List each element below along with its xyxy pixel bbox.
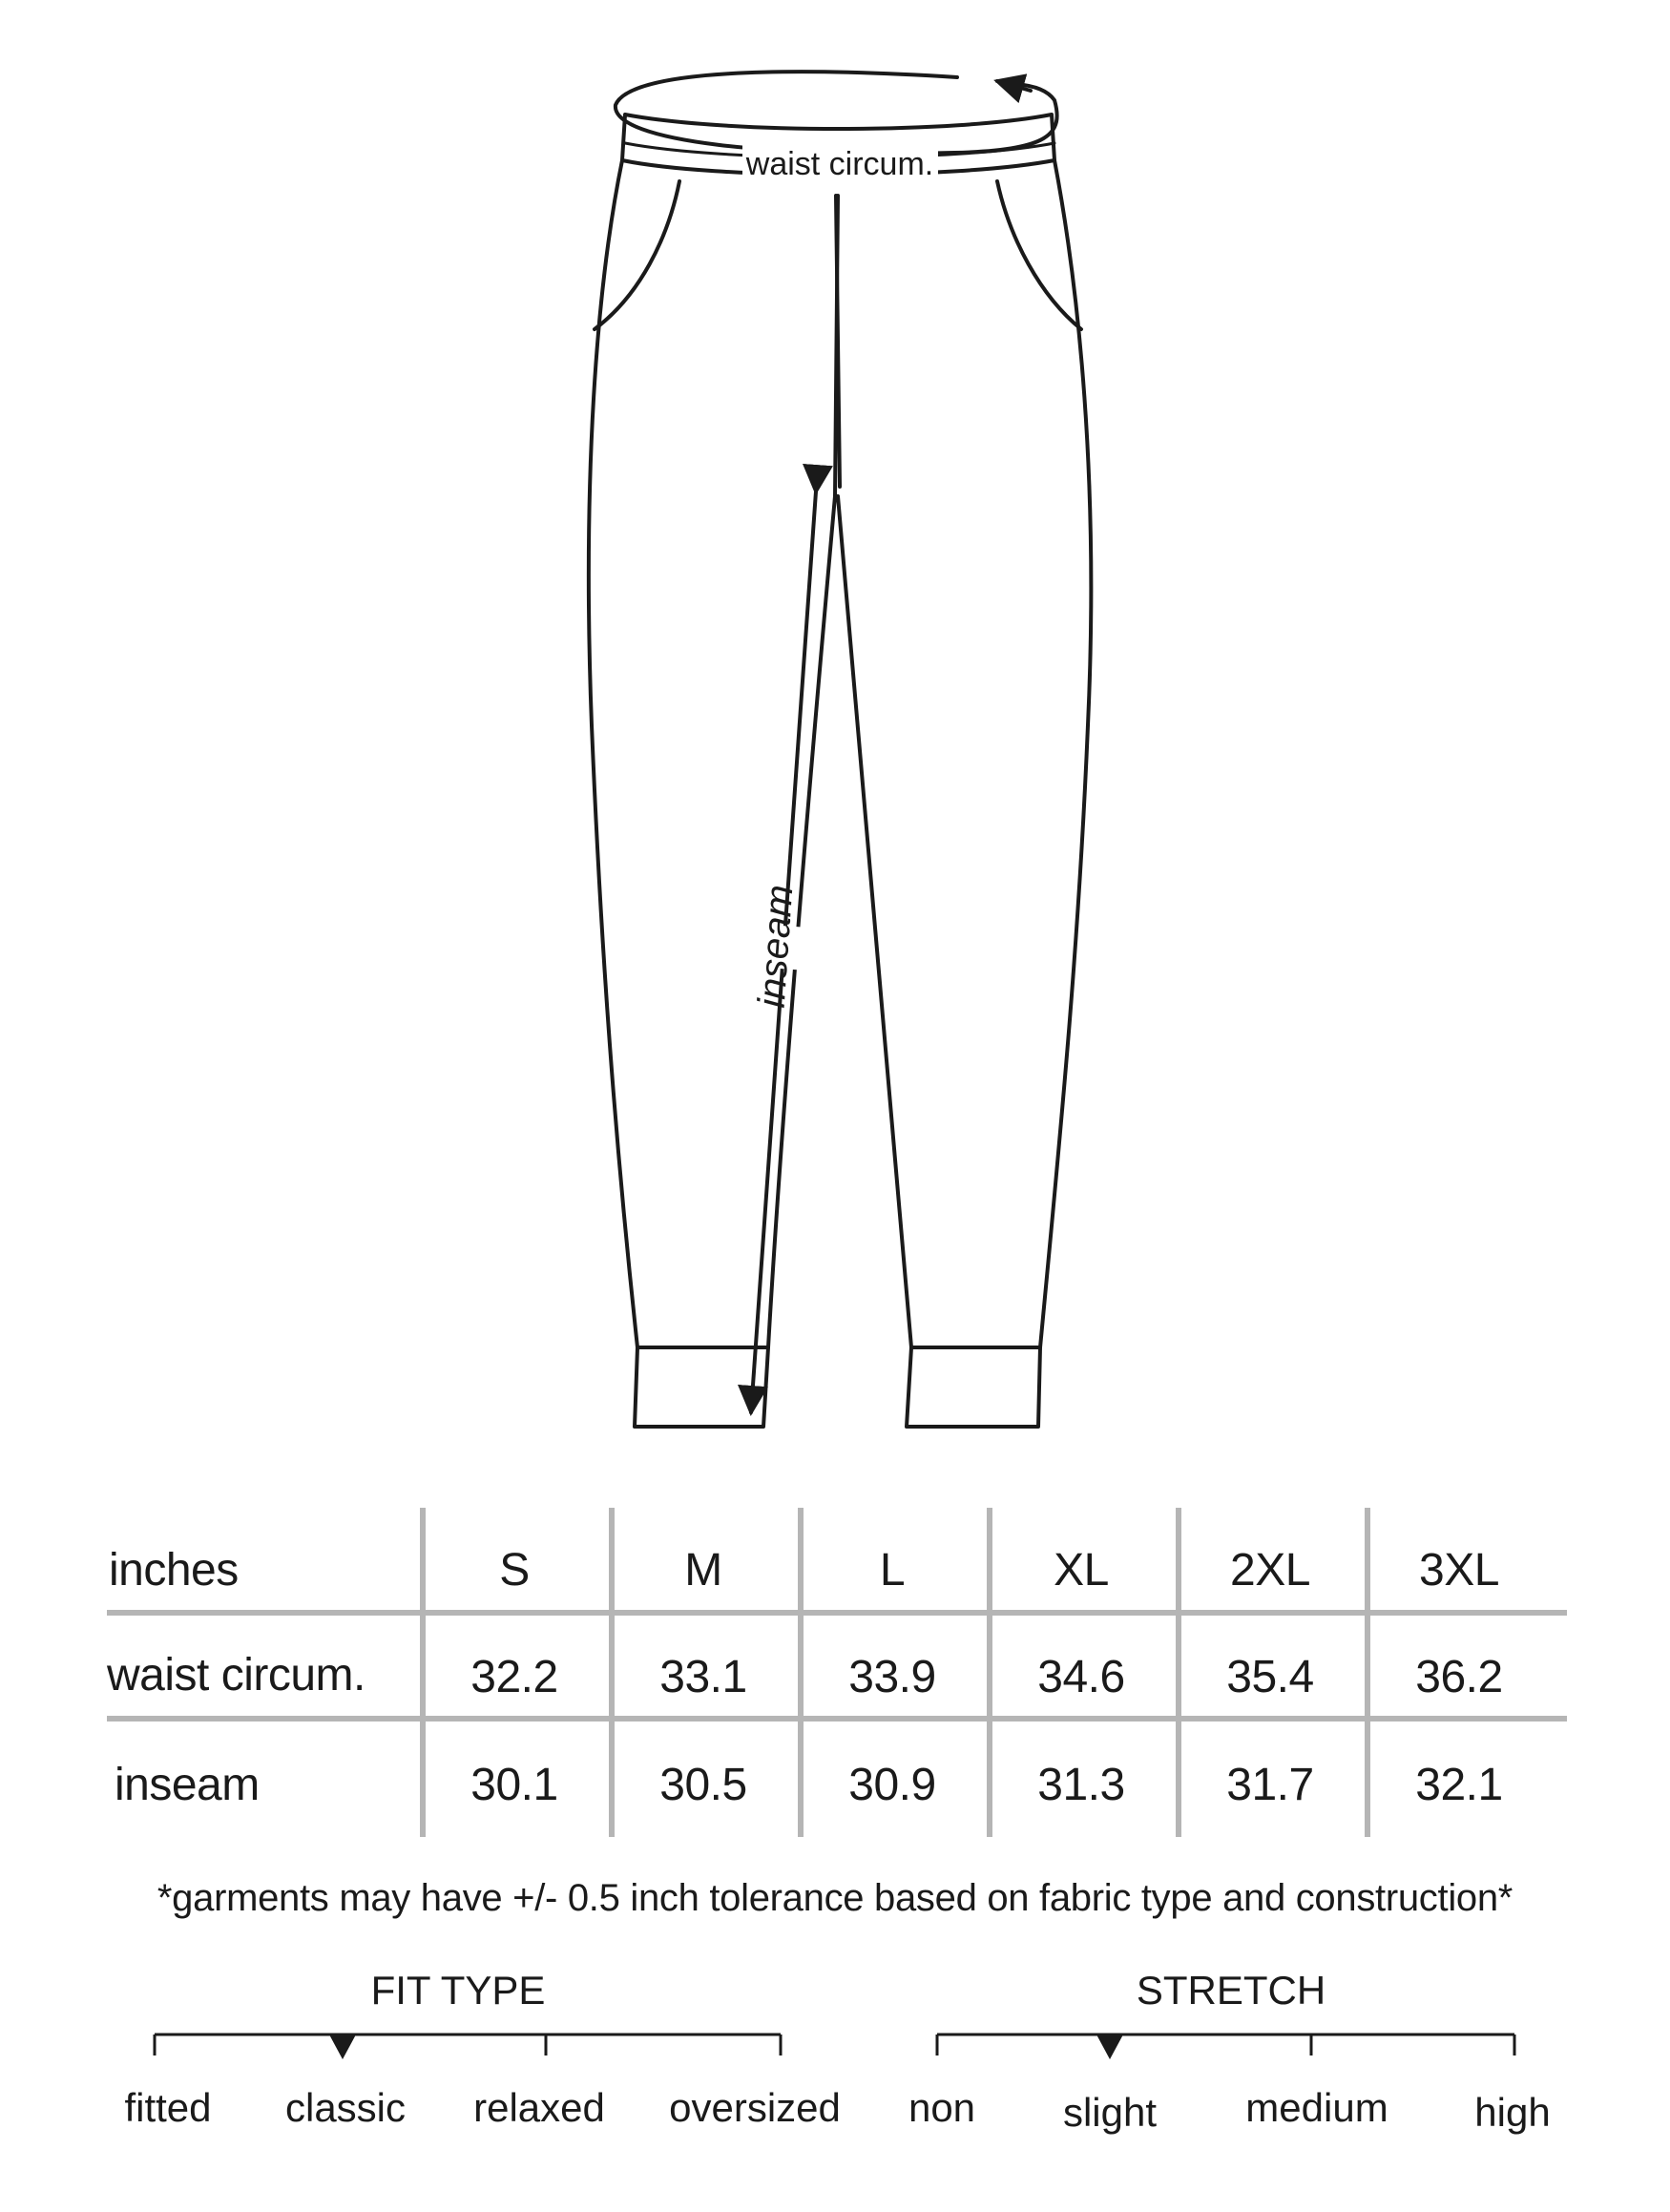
right-cuff: [907, 1347, 1040, 1427]
table-cell: 32.1: [1415, 1759, 1503, 1810]
fit-type-option: fitted: [124, 2085, 212, 2130]
fit-type-scale: [143, 2023, 792, 2080]
size-header: XL: [1054, 1544, 1109, 1596]
size-header: 3XL: [1419, 1544, 1499, 1596]
table-divider: [107, 1610, 1567, 1616]
table-divider: [1176, 1508, 1181, 1837]
stretch-option: slight: [1062, 2090, 1158, 2135]
table-cell: 30.5: [659, 1759, 747, 1810]
table-cell: 33.1: [659, 1651, 747, 1702]
table-divider: [798, 1508, 804, 1837]
table-cell: 30.1: [470, 1759, 558, 1810]
table-divider: [987, 1508, 992, 1837]
table-cell: 31.3: [1037, 1759, 1125, 1810]
size-table: [107, 1508, 1567, 1837]
stretch-title: STRETCH: [1136, 1968, 1326, 2013]
fit-type-option: classic: [284, 2085, 407, 2130]
inseam-label: inseam: [750, 883, 802, 1010]
table-cell: 31.7: [1226, 1759, 1314, 1810]
size-header: S: [499, 1544, 530, 1596]
fit-type-option: oversized: [669, 2085, 841, 2130]
table-cell: 32.2: [470, 1651, 558, 1702]
waist-label: waist circum.: [745, 146, 934, 182]
row-label-waist: waist circum.: [107, 1649, 365, 1701]
fit-type-title: FIT TYPE: [370, 1968, 546, 2013]
stretch-scale: [926, 2023, 1536, 2080]
size-header: L: [879, 1544, 906, 1596]
fit-type-marker: [329, 2035, 356, 2059]
table-cell: 30.9: [848, 1759, 936, 1810]
left-cuff: [635, 1347, 768, 1427]
fit-type-option: relaxed: [473, 2085, 605, 2130]
table-cell: 35.4: [1226, 1651, 1314, 1702]
row-label-inseam: inseam: [115, 1759, 260, 1810]
tolerance-note: *garments may have +/- 0.5 inch tolerance based on fabric type and construction*: [157, 1877, 1513, 1919]
table-cell: 34.6: [1037, 1651, 1125, 1702]
stretch-option: high: [1474, 2090, 1551, 2135]
table-divider: [1365, 1508, 1370, 1837]
stretch-marker: [1096, 2035, 1123, 2059]
table-divider: [609, 1508, 615, 1837]
stretch-option: medium: [1245, 2085, 1388, 2130]
size-header: 2XL: [1230, 1544, 1310, 1596]
waist-circumference-loop: [616, 72, 1057, 154]
table-divider: [420, 1508, 426, 1837]
size-header: M: [684, 1544, 722, 1596]
table-cell: 36.2: [1415, 1651, 1503, 1702]
pant-outline: [589, 160, 1091, 1347]
table-divider: [107, 1716, 1567, 1722]
stretch-option: non: [908, 2085, 976, 2130]
unit-header: inches: [109, 1544, 239, 1596]
table-cell: 33.9: [848, 1651, 936, 1702]
